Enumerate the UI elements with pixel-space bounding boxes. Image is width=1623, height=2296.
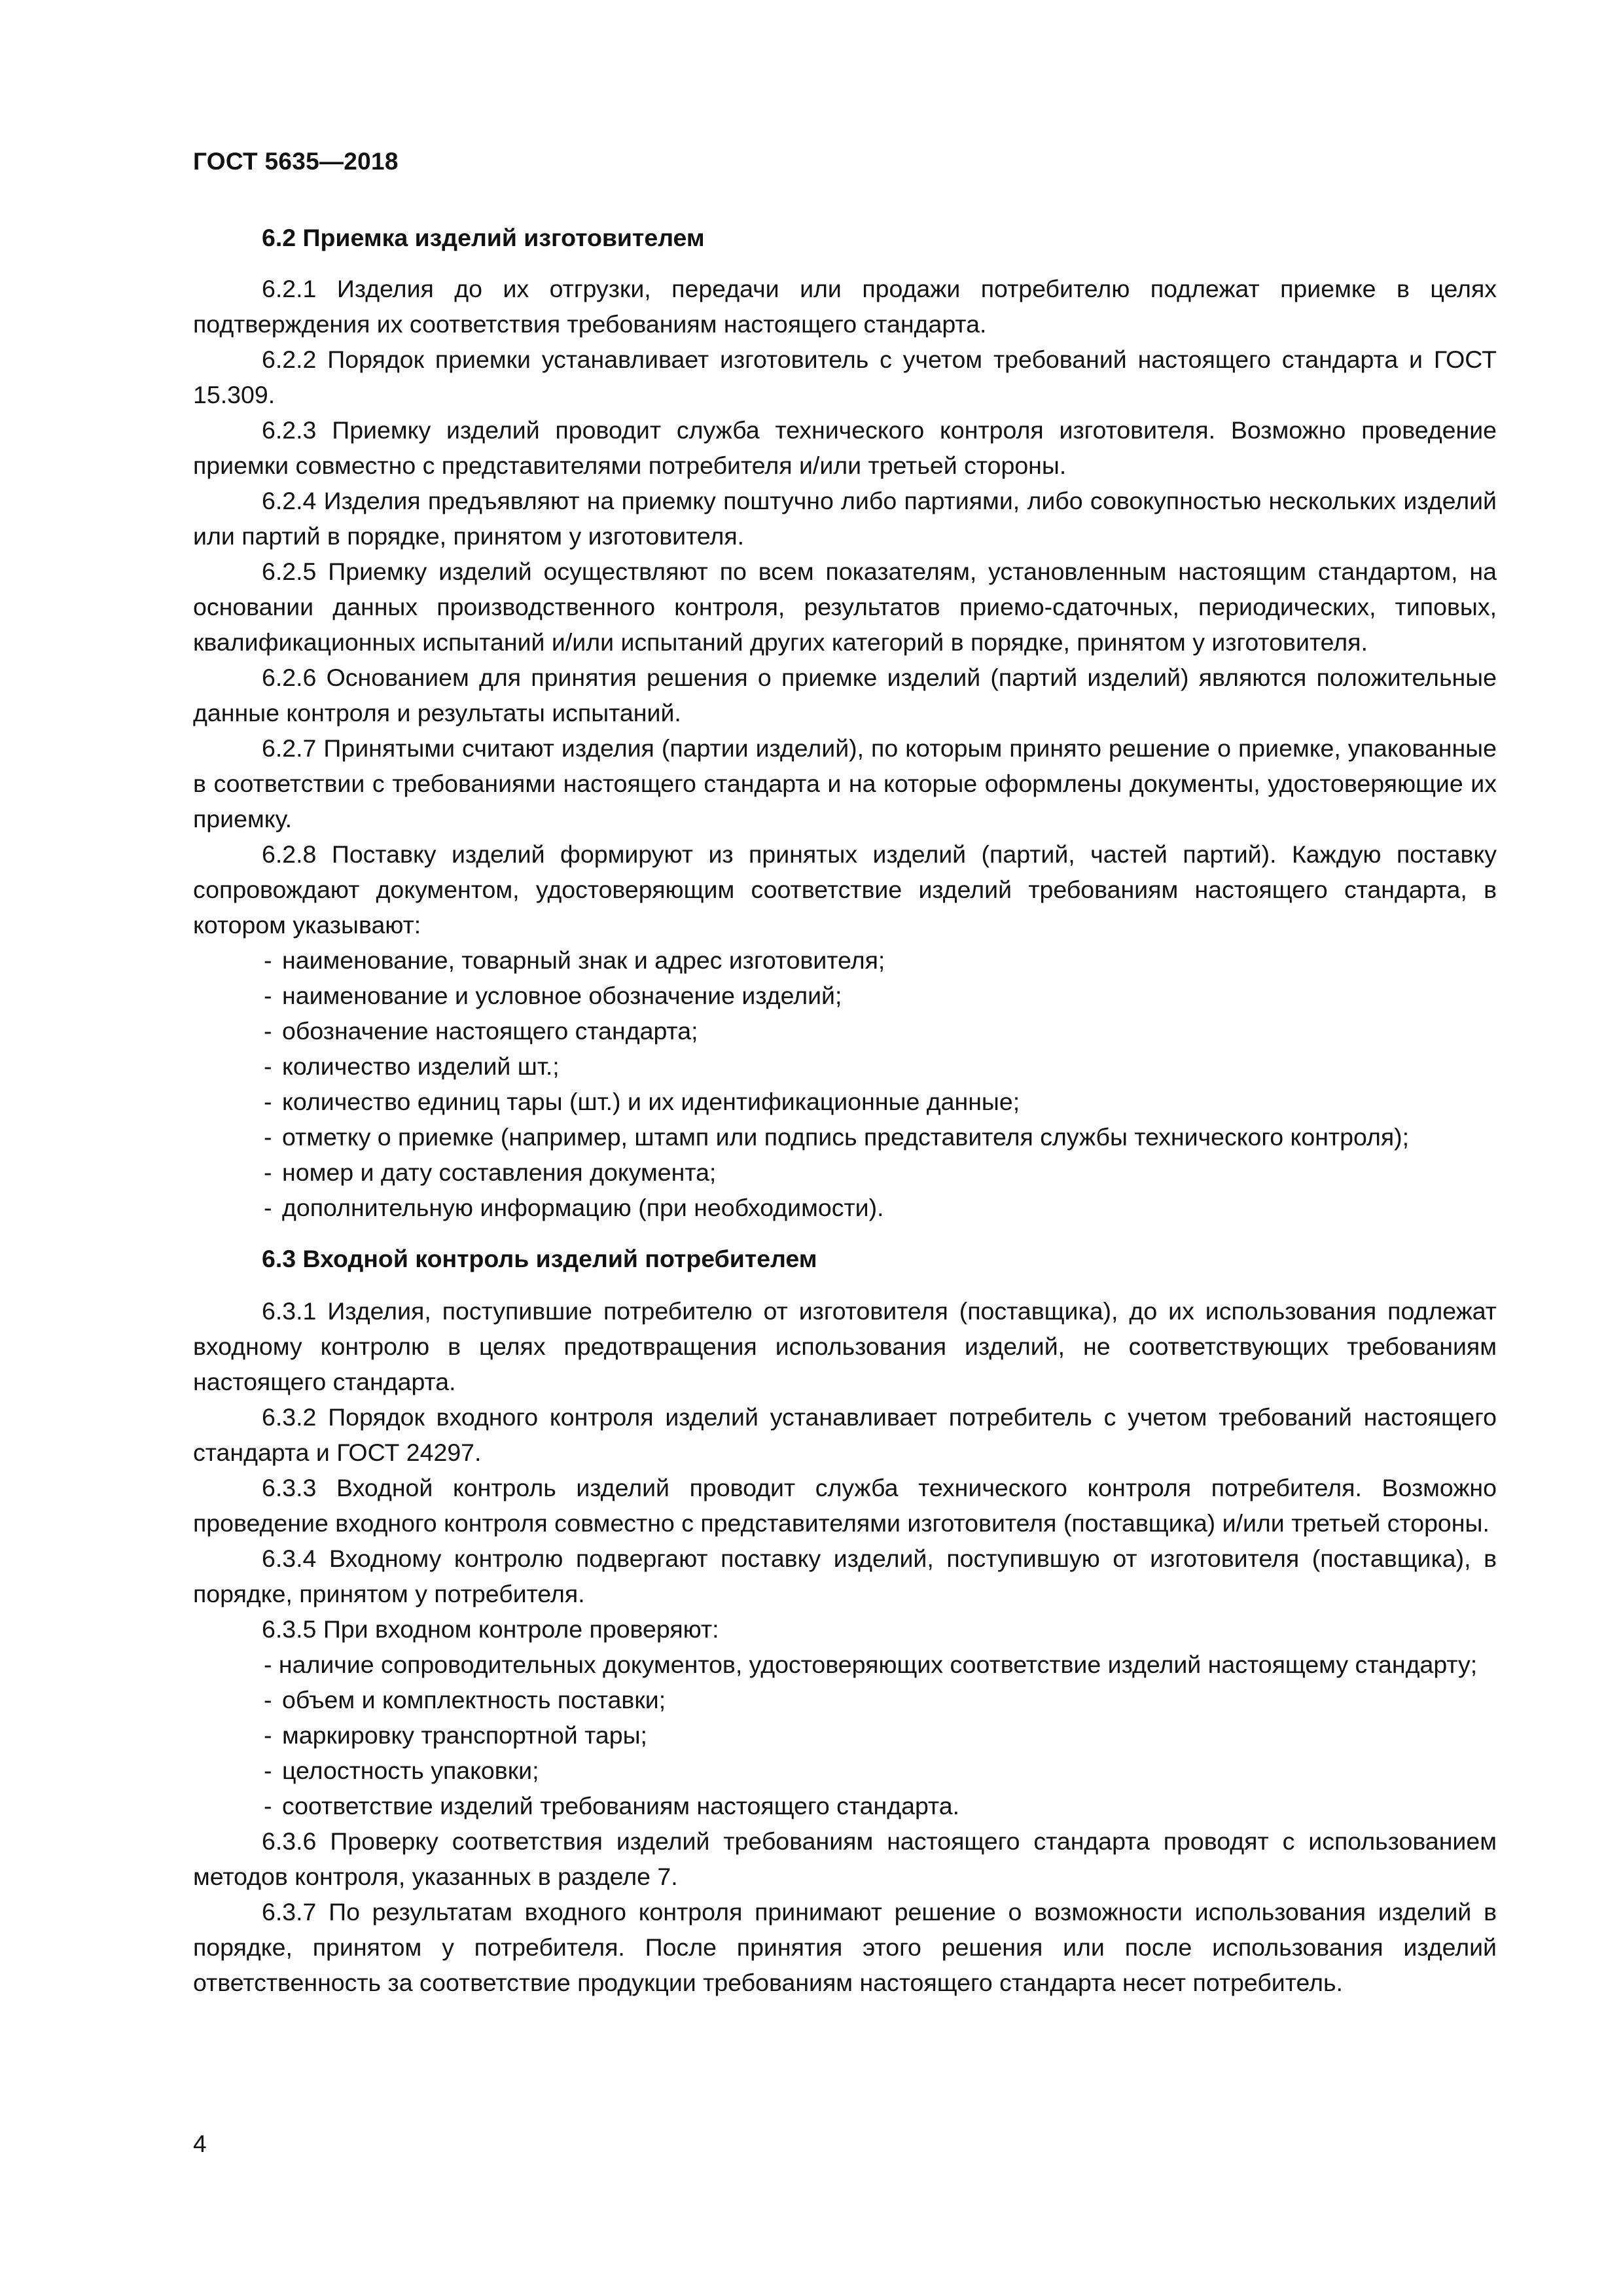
paragraph-6-3-5: 6.3.5 При входном контроле проверяют: [262, 1615, 719, 1643]
paragraph-6-2-2: 6.2.2 Порядок приемки устанавливает изготовитель с учетом требований настоящего стандарта и ГОСТ 15.309. [193, 346, 1497, 408]
list-item: - наличие сопроводительных документов, удостоверяющих соответствие изделий настоящему стандарту; [264, 1651, 1478, 1678]
list-item: - наименование, товарный знак и адрес изготовителя; [264, 946, 885, 974]
document-body [193, 220, 1497, 2000]
paragraph-6-2-1: 6.2.1 Изделия до их отгрузки, передачи или продажи потребителю подлежат приемке в целях подтверждения их соответствия требованиям настоящего стандарта. [193, 275, 1497, 338]
list-item: - обозначение настоящего стандарта; [264, 1017, 698, 1045]
paragraph-6-2-4: 6.2.4 Изделия предъявляют на приемку поштучно либо партиями, либо совокупностью нескольких изделий или партий в порядке, принятом у изготовителя. [193, 487, 1497, 550]
list-item: - количество изделий шт.; [264, 1052, 560, 1080]
list-6-3-5 [193, 1647, 1497, 1823]
paragraph-6-3-2: 6.3.2 Порядок входного контроля изделий устанавливает потребитель с учетом требований настоящего стандарта и ГОСТ 24297. [193, 1403, 1497, 1466]
paragraph-6-3-4: 6.3.4 Входному контролю подвергают поставку изделий, поступившую от изготовителя (поставщика), в порядке, принятом у потребителя. [193, 1545, 1497, 1607]
paragraph-6-3-6: 6.3.6 Проверку соответствия изделий требованиям настоящего стандарта проводят с использованием методов контроля, указанных в разделе 7. [193, 1827, 1497, 1890]
paragraph-6-2-7: 6.2.7 Принятыми считают изделия (партии изделий), по которым принято решение о приемке, упакованные в соответствии с требованиями настоящего стандарта и на которые оформлены документы, удостоверяющие их приемку. [193, 734, 1497, 833]
paragraph-6-2-3: 6.2.3 Приемку изделий проводит служба технического контроля изготовителя. Возможно проведение приемки совместно с представителями потребителя и/или третьей стороны. [193, 416, 1497, 479]
paragraph-6-3-3: 6.3.3 Входной контроль изделий проводит служба технического контроля потребителя. Возможно проведение входного контроля совместно с представителями изготовителя (поставщика) и/или третьей стороны. [193, 1474, 1497, 1537]
list-item: - объем и комплектность поставки; [264, 1686, 666, 1713]
document-header: ГОСТ 5635—2018 [193, 148, 399, 175]
list-item: - номер и дату составления документа; [264, 1158, 717, 1186]
section-6-3-title: 6.3 Входной контроль изделий потребителем [262, 1245, 817, 1272]
list-item: - соответствие изделий требованиям настоящего стандарта. [264, 1792, 960, 1820]
paragraph-6-3-1: 6.3.1 Изделия, поступившие потребителю от изготовителя (поставщика), до их использования подлежат входному контролю в целях предотвращения использования изделий, не соответствующих требованиям настоящего стандарта. [193, 1297, 1497, 1395]
list-item: - маркировку транспортной тары; [264, 1721, 647, 1749]
list-item: - наименование и условное обозначение изделий; [264, 982, 842, 1009]
list-item: - отметку о приемке (например, штамп или подпись представителя службы технического контроля); [264, 1123, 1410, 1151]
paragraph-6-2-6: 6.2.6 Основанием для принятия решения о приемке изделий (партий изделий) являются положительные данные контроля и результаты испытаний. [193, 664, 1497, 726]
list-item: - целостность упаковки; [264, 1757, 539, 1784]
paragraph-6-2-5: 6.2.5 Приемку изделий осуществляют по всем показателям, установленным настоящим стандартом, на основании данных производственного контроля, результатов приемо-сдаточных, периодических, типовых, квалификационных испытаний и/или испытаний других категорий в порядке, принятом у изготовителя. [193, 558, 1497, 656]
paragraph-6-3-7: 6.3.7 По результатам входного контроля принимают решение о возможности использования изделий в порядке, принятом у потребителя. После принятия этого решения или после использования изделий ответственность за соответствие продукции требованиям настоящего стандарта несет потребитель. [193, 1898, 1497, 1996]
list-item: - количество единиц тары (шт.) и их идентификационные данные; [264, 1088, 1020, 1115]
paragraph-6-2-8: 6.2.8 Поставку изделий формируют из принятых изделий (партий, частей партий). Каждую поставку сопровождают документом, удостоверяющим соответствие изделий требованиям настоящего стандарта, в котором указывают: [193, 840, 1497, 939]
list-6-2-8 [193, 942, 1497, 1225]
list-item: - дополнительную информацию (при необходимости). [264, 1194, 884, 1221]
section-6-2-title: 6.2 Приемка изделий изготовителем [262, 224, 705, 251]
page-number: 4 [193, 2130, 207, 2157]
